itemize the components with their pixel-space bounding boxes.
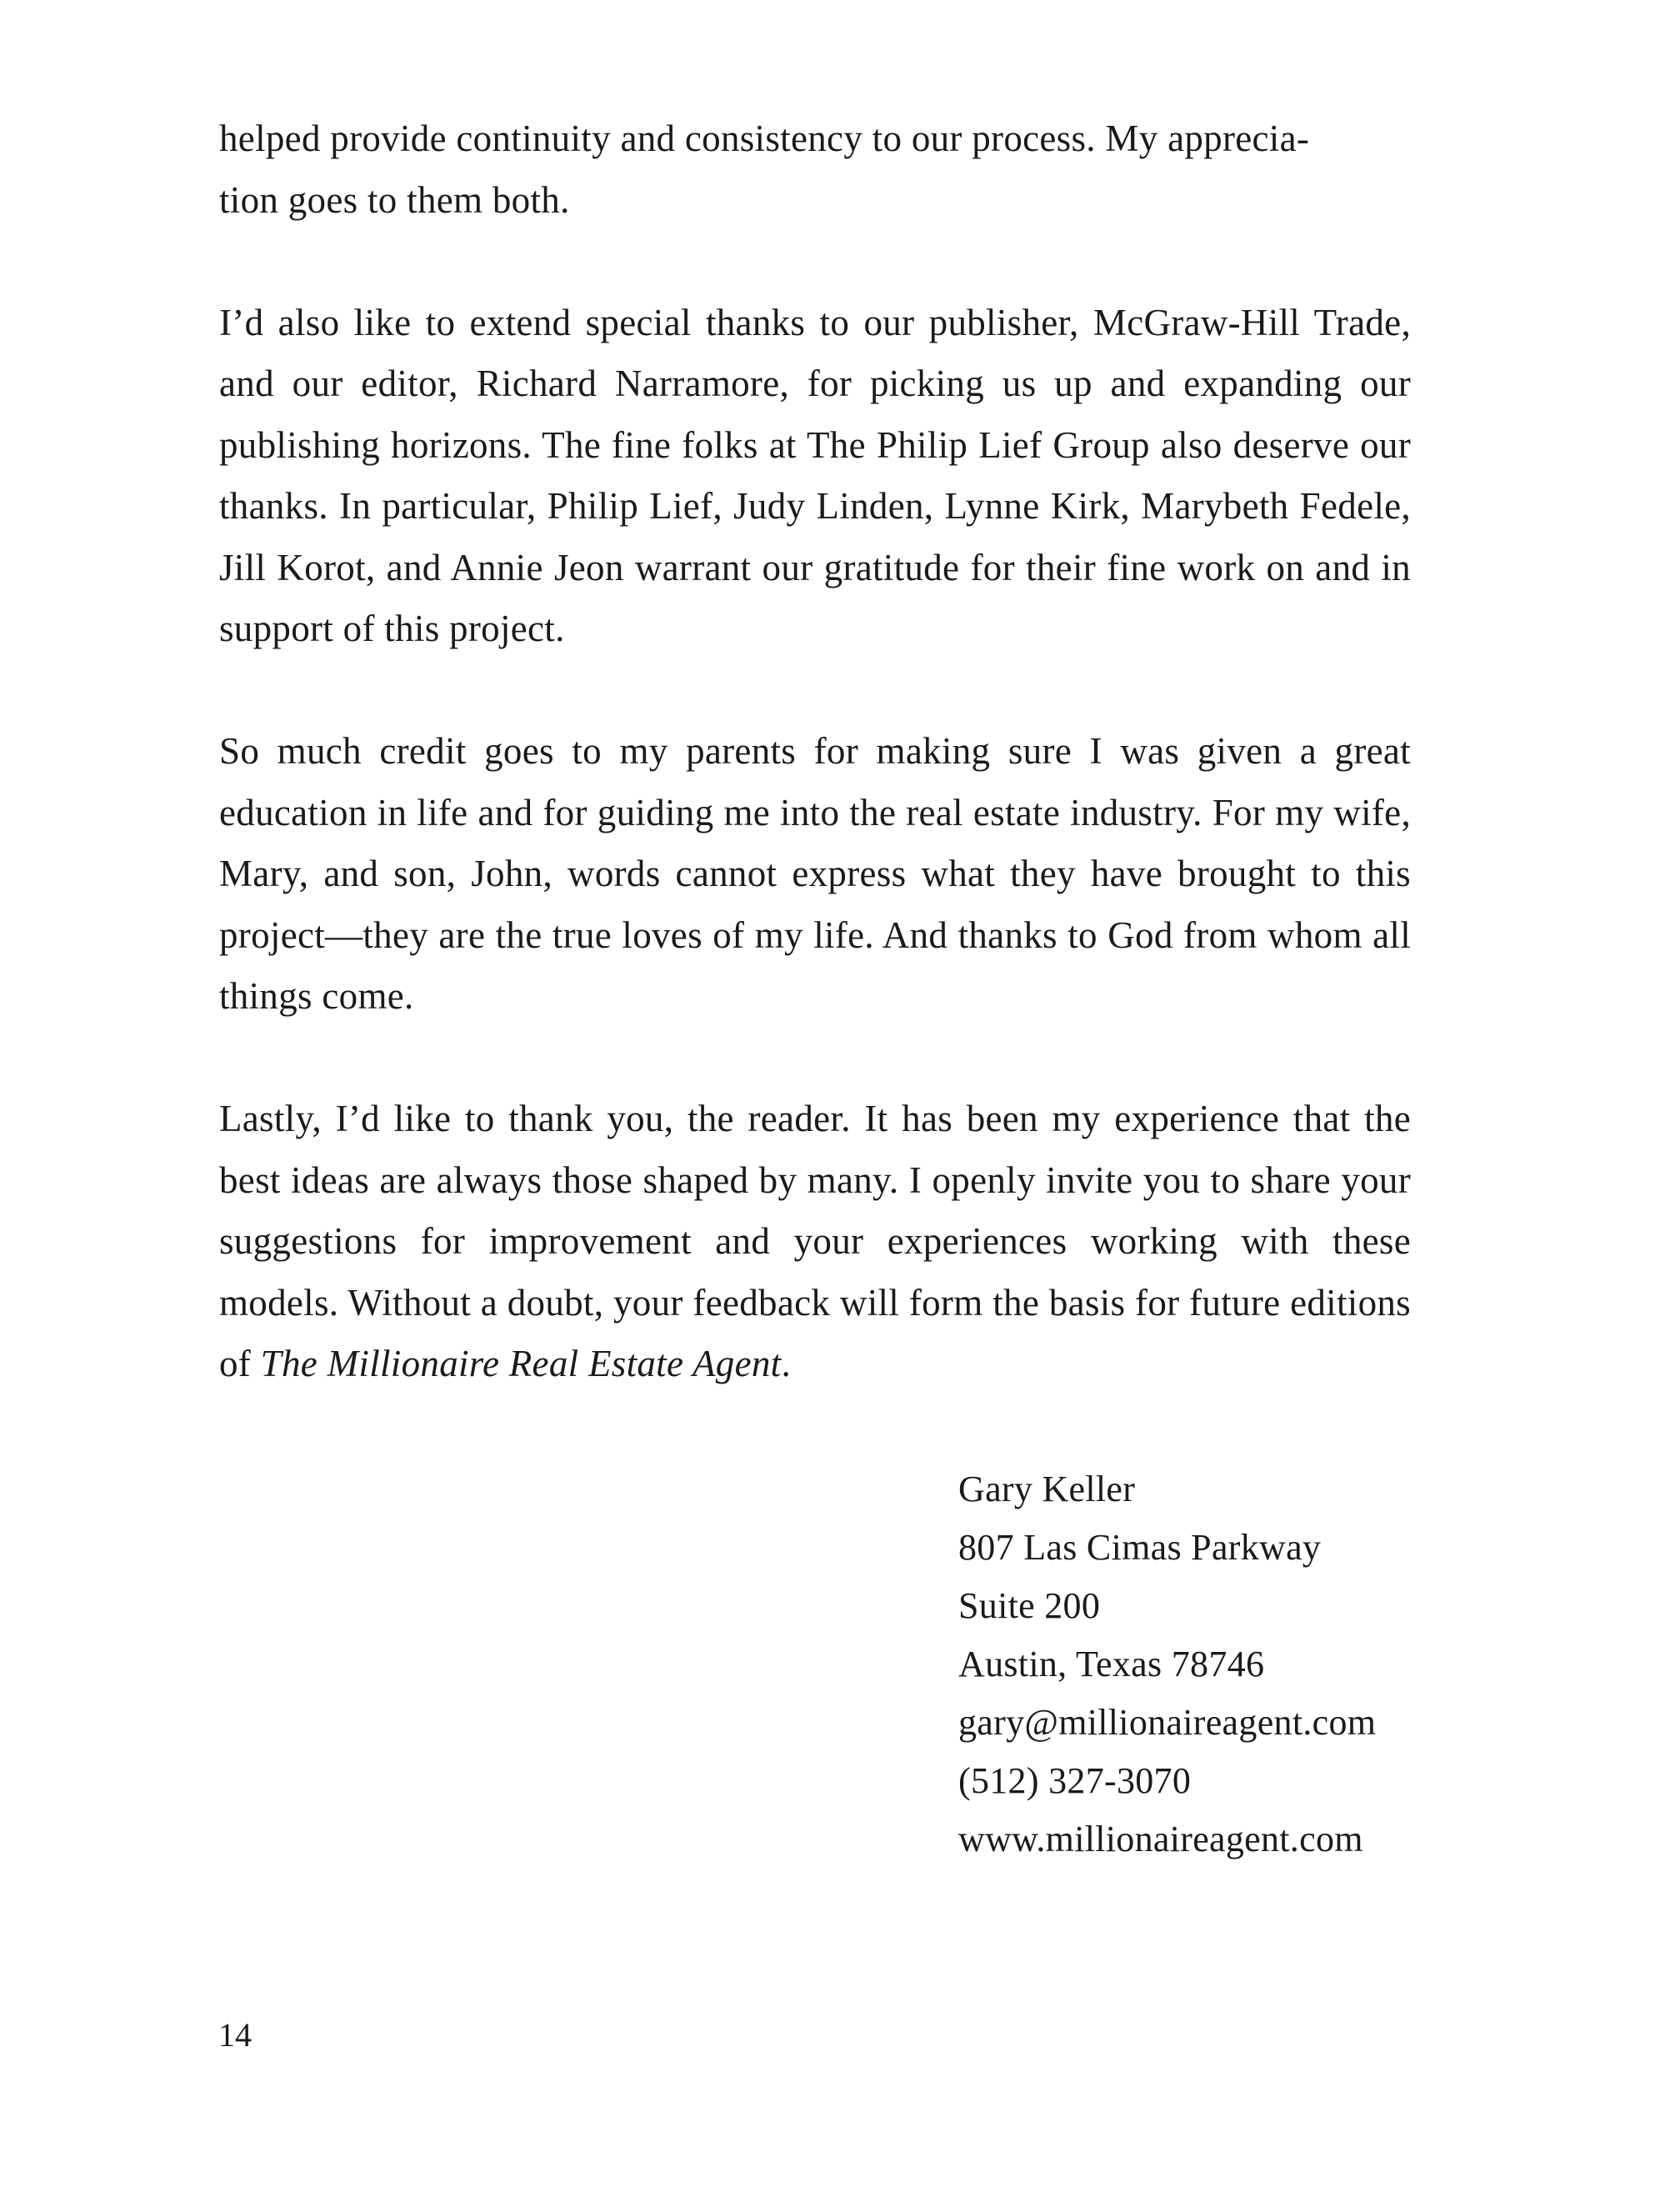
closing-text: Lastly, I’d like to thank you, the reader. It has been my experience that the best ideas are always those shaped by many. I openly invite you to share your suggestions for improvement and your experiences working with these models. Without a doubt, your feedback will form the basis for future editions of (219, 1098, 1411, 1384)
signature-name: Gary Keller (958, 1469, 1136, 1509)
body-text (219, 108, 1411, 1395)
book-title: The Millionaire Real Estate Agent (260, 1343, 782, 1384)
signature-address-line1: 807 Las Cimas Parkway (958, 1527, 1322, 1568)
signature-phone: (512) 327-3070 (958, 1760, 1192, 1801)
paragraph-3: So much credit goes to my parents for making sure I was given a great education in life and for guiding me into the real estate industry. For my wife, Mary, and son, John, words cannot express what they have brought to this project—they are the true loves of my life. And thanks to God from whom all things come. (219, 730, 1411, 1017)
signature-email: gary@millionaireagent.com (958, 1702, 1377, 1743)
paragraph-2: I’d also like to extend special thanks to our publisher, McGraw-Hill Trade, and our editor, Richard Narramore, for picking us up and expanding our publishing horizons. The fine folks at The Philip Lief Group also deserve our thanks. In particular, Philip Lief, Judy Linden, Lynne Kirk, Marybeth Fedele, Jill Korot, and Annie Jeon warrant our gratitude for their fine work on and in support of this project. (219, 301, 1411, 649)
signature-website: www.millionaireagent.com (958, 1819, 1363, 1859)
page-number: 14 (218, 2016, 252, 2054)
closing-period: . (781, 1343, 792, 1384)
paragraph-4 (219, 1088, 1411, 1395)
signature-city-state-zip: Austin, Texas 78746 (958, 1644, 1265, 1684)
signature-block (958, 1460, 1376, 1869)
signature-address-line2: Suite 200 (958, 1585, 1101, 1626)
paragraph-1: helped provide continuity and consistency to our process. My apprecia- tion goes to them both. (219, 118, 1310, 221)
